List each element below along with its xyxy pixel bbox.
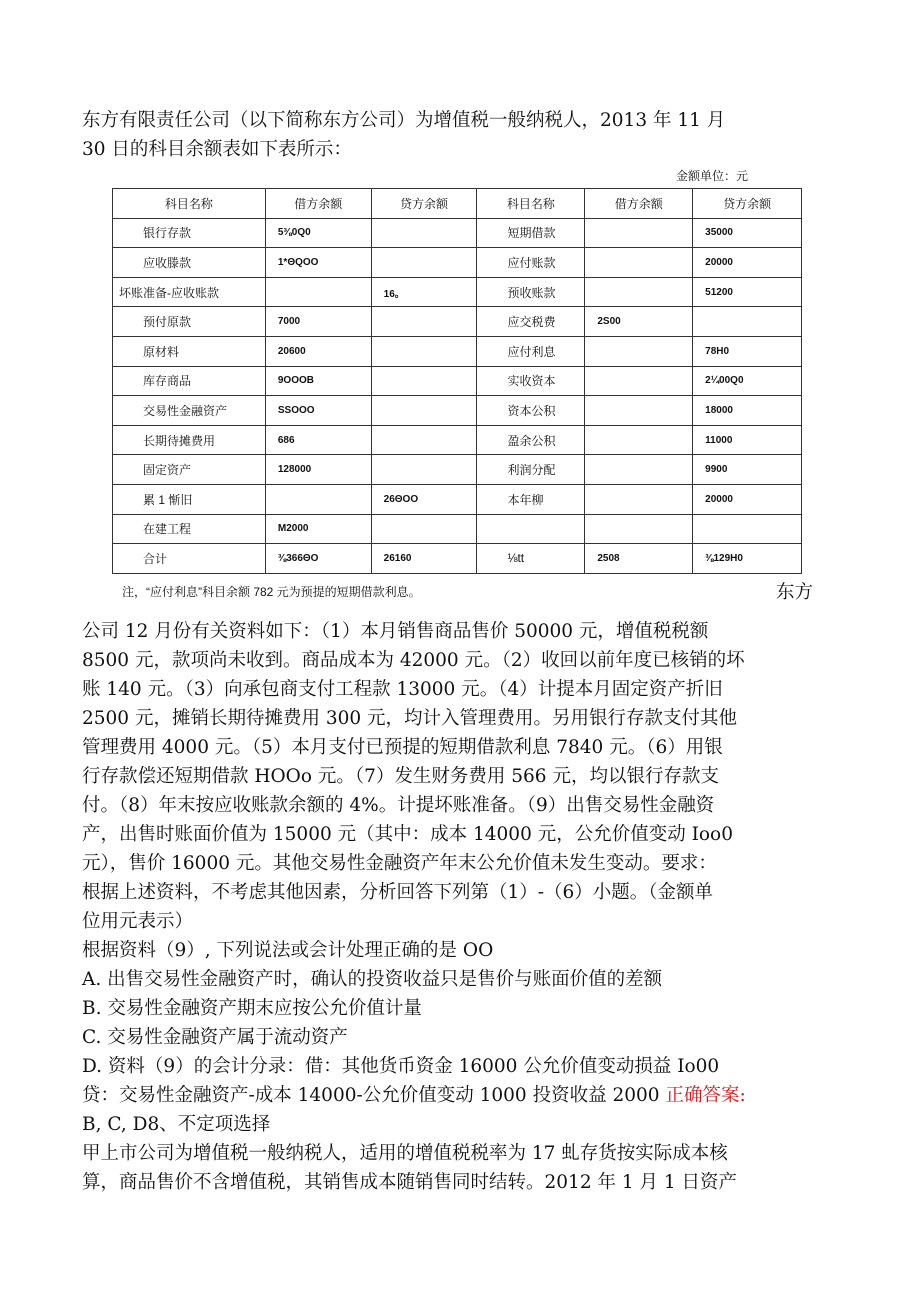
body-line: 2500 元，摊销长期待摊费用 300 元，均计入管理费用。另用银行存款支付其他 <box>82 708 738 729</box>
amount-cell <box>585 514 693 544</box>
amount-cell: 2508 <box>585 544 693 574</box>
account-name-cell: ⅛tt <box>477 544 585 574</box>
account-name-cell: 库存商品 <box>113 366 266 396</box>
amount-cell <box>585 455 693 485</box>
amount-cell <box>265 277 371 307</box>
balance-table-body <box>113 189 802 574</box>
answer-value: B, C, D8、不定项选择 <box>82 1114 271 1135</box>
intro-paragraph <box>82 106 842 164</box>
correct-answer-label: 正确答案: <box>665 1085 746 1106</box>
amount-cell <box>371 307 477 337</box>
amount-cell <box>371 336 477 366</box>
account-name-cell: 盈余公积 <box>477 425 585 455</box>
account-name-cell: 预付原款 <box>113 307 266 337</box>
amount-cell <box>371 425 477 455</box>
amount-cell <box>585 396 693 426</box>
amount-cell <box>585 248 693 278</box>
amount-cell <box>371 366 477 396</box>
answer-line-text: 贷：交易性金融资产-成本 14000-公允价值变动 1000 投资收益 2000 <box>82 1085 660 1106</box>
amount-cell: 686 <box>265 425 371 455</box>
continuation-word: 东方 <box>776 582 814 603</box>
table-note: 注，“应付利息”科目余额 782 元为预提的短期借款利息。 <box>122 585 421 599</box>
amount-cell: 51200 <box>693 277 802 307</box>
body-line: 管理费用 4000 元。（5）本月支付已预提的短期借款利息 7840 元。（6）用银 <box>82 737 723 758</box>
table-row <box>113 277 802 307</box>
account-name-cell: 银行存款 <box>113 218 266 248</box>
amount-cell: ⅜129H0 <box>693 544 802 574</box>
body-line: 行存款偿还短期借款 HOOo 元。（7）发生财务费用 566 元，均以银行存款支 <box>82 766 719 787</box>
column-header: 贷方余额 <box>693 189 802 219</box>
amount-cell: ⅜366ΘO <box>265 544 371 574</box>
table-header-row <box>113 189 802 219</box>
account-name-cell: 利润分配 <box>477 455 585 485</box>
amount-cell: SSOOO <box>265 396 371 426</box>
question-body <box>82 617 842 1197</box>
amount-cell: 18000 <box>693 396 802 426</box>
table-row <box>113 544 802 574</box>
account-name-cell: 应付利息 <box>477 336 585 366</box>
intro-line: 东方有限责任公司（以下简称东方公司）为增值税一般纳税人，2013 年 11 月 <box>82 110 726 131</box>
amount-cell: 26160 <box>371 544 477 574</box>
amount-cell <box>585 484 693 514</box>
account-name-cell <box>477 514 585 544</box>
account-name-cell: 本年柳 <box>477 484 585 514</box>
option-d: D. 资料（9）的会计分录：借：其他货币资金 16000 公允价值变动损益 Io00 <box>82 1056 720 1077</box>
answer-line <box>82 1081 842 1110</box>
account-name-cell: 应付账款 <box>477 248 585 278</box>
body-line: 甲上市公司为增值税一般纳税人，适用的增值税税率为 17 虬存货按实际成本核 <box>82 1143 728 1164</box>
amount-cell: 9OOOB <box>265 366 371 396</box>
table-row <box>113 218 802 248</box>
body-line: 公司 12 月份有关资料如下：（1）本月销售商品售价 50000 元，增值税税额 <box>82 621 709 642</box>
account-name-cell: 原材料 <box>113 336 266 366</box>
amount-cell: M2000 <box>265 514 371 544</box>
column-header: 科目名称 <box>477 189 585 219</box>
body-line: 根据上述资料，不考虑其他因素，分析回答下列第（1）-（6）小题。（金额单 <box>82 882 714 903</box>
amount-cell <box>371 218 477 248</box>
account-name-cell: 实收资本 <box>477 366 585 396</box>
body-line: 8500 元，款项尚未收到。商品成本为 42000 元。（2）收回以前年度已核销的坏 <box>82 650 745 671</box>
amount-cell <box>585 336 693 366</box>
body-line: 付。（8）年末按应收账款余额的 4%。计提坏账准备。（9）出售交易性金融资 <box>82 795 715 816</box>
amount-cell <box>371 396 477 426</box>
option-c: C. 交易性金融资产属于流动资产 <box>82 1027 348 1048</box>
account-name-cell: 累 1 惭旧 <box>113 484 266 514</box>
account-name-cell: 合计 <box>113 544 266 574</box>
amount-cell: 35000 <box>693 218 802 248</box>
amount-cell: 16。 <box>371 277 477 307</box>
account-name-cell: 固定资产 <box>113 455 266 485</box>
amount-cell: 1*ΘQOO <box>265 248 371 278</box>
account-name-cell: 预收账款 <box>477 277 585 307</box>
amount-cell <box>265 484 371 514</box>
body-line: 元），售价 16000 元。其他交易性金融资产年末公允价值未发生变动。要求： <box>82 853 717 874</box>
balance-table <box>112 188 802 574</box>
intro-line: 30 日的科目余额表如下表所示： <box>82 139 352 160</box>
table-row <box>113 336 802 366</box>
account-name-cell: 坏账准备-应收账款 <box>113 277 266 307</box>
amount-cell: 9900 <box>693 455 802 485</box>
table-row <box>113 396 802 426</box>
column-header: 贷方余额 <box>371 189 477 219</box>
option-a: A. 出售交易性金融资产时，确认的投资收益只是售价与账面价值的差额 <box>82 969 663 990</box>
amount-cell: 2¼00Q0 <box>693 366 802 396</box>
account-name-cell: 资本公积 <box>477 396 585 426</box>
amount-cell <box>585 366 693 396</box>
table-row <box>113 307 802 337</box>
account-name-cell: 交易性金融资产 <box>113 396 266 426</box>
table-row <box>113 514 802 544</box>
amount-cell: 20000 <box>693 248 802 278</box>
amount-cell: 20600 <box>265 336 371 366</box>
amount-cell <box>585 218 693 248</box>
body-line: 算，商品售价不含增值税，其销售成本随销售同时结转。2012 年 1 月 1 日资产 <box>82 1172 738 1193</box>
amount-cell <box>371 248 477 278</box>
amount-cell <box>371 514 477 544</box>
amount-cell <box>585 277 693 307</box>
table-row <box>113 248 802 278</box>
table-row <box>113 366 802 396</box>
account-name-cell: 短期借款 <box>477 218 585 248</box>
account-name-cell: 在建工程 <box>113 514 266 544</box>
body-line: 账 140 元。（3）向承包商支付工程款 13000 元。（4）计提本月固定资产折旧 <box>82 679 723 700</box>
body-line: 位用元表示） <box>82 911 194 932</box>
account-name-cell: 应收滕款 <box>113 248 266 278</box>
amount-cell: 11000 <box>693 425 802 455</box>
amount-cell: 20000 <box>693 484 802 514</box>
table-row <box>113 455 802 485</box>
body-line: 产，出售时账面价值为 15000 元（其中：成本 14000 元，公允价值变动 Ioo0 <box>82 824 733 845</box>
amount-cell <box>585 425 693 455</box>
column-header: 借方余额 <box>265 189 371 219</box>
option-b: B. 交易性金融资产期末应按公允价值计量 <box>82 998 422 1019</box>
table-row <box>113 484 802 514</box>
column-header: 借方余额 <box>585 189 693 219</box>
unit-label: 金额单位：元 <box>676 169 749 183</box>
amount-cell: 5⅜0Q0 <box>265 218 371 248</box>
amount-cell: 78H0 <box>693 336 802 366</box>
question-stem: 根据资料（9）, 下列说法或会计处理正确的是 OO <box>82 940 494 961</box>
column-header: 科目名称 <box>113 189 266 219</box>
amount-cell <box>371 455 477 485</box>
amount-cell <box>693 514 802 544</box>
account-name-cell: 应交税费 <box>477 307 585 337</box>
amount-cell: 2S00 <box>585 307 693 337</box>
table-row <box>113 425 802 455</box>
amount-cell: 128000 <box>265 455 371 485</box>
account-name-cell: 长期待摊费用 <box>113 425 266 455</box>
amount-cell: 26ΘOO <box>371 484 477 514</box>
amount-cell: 7000 <box>265 307 371 337</box>
amount-cell <box>693 307 802 337</box>
